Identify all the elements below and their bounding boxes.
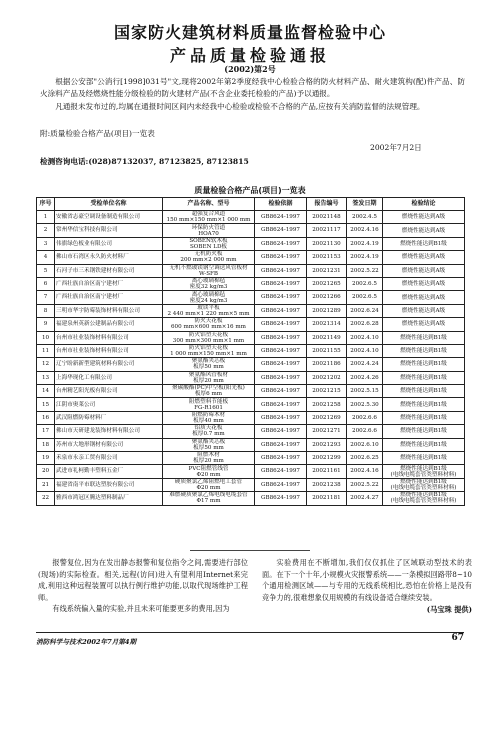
table-cell: GB8624-1997 <box>255 425 307 438</box>
table-row <box>37 385 465 398</box>
table-cell: 禾泉市永亲工贸有限公司 <box>55 452 163 465</box>
page-number: 67 <box>451 633 464 643</box>
article-paragraph: 有线系统偏入量的实验,并且未来可能要更多的费用,因为 <box>52 604 230 614</box>
table-cell: 超强复合风道 150 mm×150 mm×1 000 mm <box>163 211 255 224</box>
table-cell: 20021148 <box>307 211 347 224</box>
journal-footer: 消防科学与技术2002年7月第4期 <box>36 638 137 646</box>
table-cell: 燃烧性能达到B1级 (电线电缆套管类塑料材料) <box>383 478 465 491</box>
table-cell: 13 <box>37 371 55 384</box>
table-cell: 燃烧性能达到B1级 <box>383 237 465 250</box>
table-cell: 台州精艺阳光板有限公司 <box>55 385 163 398</box>
table-cell: 14 <box>37 385 55 398</box>
contact-phone: 检测咨询电话:(028)87132037, 87123825, 87123815 <box>40 157 249 166</box>
table-cell: 燃烧性能达到B1级 <box>383 425 465 438</box>
table-cell: 台州市社业装饰材料有限公司 <box>55 344 163 357</box>
table-cell: 燃烧性能达到A级 <box>383 291 465 304</box>
table-cell: 环保防火管道 HOA70 <box>163 224 255 237</box>
table-cell: 武进市礼柯勤丰塑料五金厂 <box>55 465 163 478</box>
table-cell: GB8624-1997 <box>255 438 307 451</box>
table-cell: 聚碳酸酯(PC)中空板(阳光板) 板厚6 mm <box>163 385 255 398</box>
table-row <box>37 304 465 317</box>
table-cell: GB8624-1997 <box>255 385 307 398</box>
table-cell: 11 <box>37 344 55 357</box>
table-cell: 聚氨酯夹芯板 板厚50 mm <box>163 438 255 451</box>
table-cell: 6 <box>37 277 55 290</box>
table-cell: 2002.4.19 <box>347 251 383 264</box>
table-cell: 防火铝塑天花板 300 mm×300 mm×1 mm <box>163 331 255 344</box>
table-cell: 燃烧性能达到B1级 <box>383 452 465 465</box>
header-cell: 检验依据 <box>255 198 307 211</box>
table-cell: 佛山市天研建龙装饰材料有限公司 <box>55 425 163 438</box>
table-caption: 质量检验合格产品(项目)一览表 <box>194 186 306 195</box>
table-cell: 燃烧性能达到B1级 <box>383 344 465 357</box>
table-cell: 佛山市石湾区永久防火材料厂 <box>55 251 163 264</box>
table-cell: 5 <box>37 264 55 277</box>
table-cell: 2002.4.16 <box>347 224 383 237</box>
table-cell: 18 <box>37 438 55 451</box>
table-cell: 燃烧性能达到A级 <box>383 251 465 264</box>
table-cell: 20021155 <box>307 344 347 357</box>
table-row <box>37 318 465 331</box>
table-cell: 2002.6.28 <box>347 318 383 331</box>
table-row <box>37 492 465 505</box>
table-row <box>37 411 465 424</box>
table-cell: GB8624-1997 <box>255 398 307 411</box>
table-row <box>37 465 465 478</box>
table-cell: GB8624-1997 <box>255 465 307 478</box>
table-cell: 聚氨酯风管板材 板厚20 mm <box>163 371 255 384</box>
table-cell: 防火天花板 600 mm×600 mm×16 mm <box>163 318 255 331</box>
table-cell: 20021299 <box>307 452 347 465</box>
table-cell: 10 <box>37 331 55 344</box>
table-cell: 三明市华宇防霉装饰材料有限公司 <box>55 304 163 317</box>
table-cell: 12 <box>37 358 55 371</box>
table-cell: 20021130 <box>307 237 347 250</box>
table-cell: 2002.5.22 <box>347 478 383 491</box>
table-cell: 常州华信宝科技有限公司 <box>55 224 163 237</box>
table-cell: GB8624-1997 <box>255 264 307 277</box>
table-cell: 雅西市鸿冠区腾达塑料制品厂 <box>55 492 163 505</box>
table-row <box>37 251 465 264</box>
article-author: (马宝珠 提供) <box>426 605 472 615</box>
table-row <box>37 211 465 224</box>
table-cell: 福建省南平市联达塑胶有限公司 <box>55 478 163 491</box>
table-cell: 2002.4.10 <box>347 331 383 344</box>
table-cell: 台州市社业装饰材料有限公司 <box>55 331 163 344</box>
table-cell: 武汉阻燃防霉材料厂 <box>55 411 163 424</box>
table-cell: 20021149 <box>307 331 347 344</box>
table-cell: 2002.6.10 <box>347 438 383 451</box>
table-cell: 20021271 <box>307 425 347 438</box>
table-cell: 燃烧性能达到B1级 <box>383 358 465 371</box>
table-cell: 2002.4.27 <box>347 492 383 505</box>
table-row <box>37 237 465 250</box>
table-cell: GB8624-1997 <box>255 318 307 331</box>
table-cell: SOBEN软木板 SOBEN LD板 <box>163 237 255 250</box>
table-row <box>37 438 465 451</box>
table-cell: 安徽省志豪空调设备制造有限公司 <box>55 211 163 224</box>
table-cell: 聚氨酯夹芯板 板厚50 mm <box>163 358 255 371</box>
intro-paragraph-1: 根据公安部"公消行[1998]031号"文,现将2002年第2季度经我中心检验合格的防火材料产品、耐火建筑构(配)件产品、防火涂料产品及经燃烧性能分级检验的防火建材产品(不含企业委托检验的产品)予以通报。 <box>40 77 465 98</box>
table-cell: 20021293 <box>307 438 347 451</box>
table-cell: 20021186 <box>307 358 347 371</box>
table-cell: 2002.4.26 <box>347 371 383 384</box>
table-cell: 燃烧性能达到B1级 <box>383 385 465 398</box>
table-cell: 阻燃塑料节能板 FG-R1601 <box>163 398 255 411</box>
table-cell: 离心玻璃棉毡 密度32 kg/m3 <box>163 277 255 290</box>
table-cell: 20021117 <box>307 224 347 237</box>
table-cell: 20021314 <box>307 318 347 331</box>
notice-title: 国家防火建筑材料质量监督检验中心 <box>113 23 386 42</box>
table-cell: 福建泉州英新公建制品有限公司 <box>55 318 163 331</box>
table-cell: 2002.5.30 <box>347 398 383 411</box>
table-cell: 2002.6.5 <box>347 277 383 290</box>
table-cell: 燃烧性能达到B1级 <box>383 398 465 411</box>
table-cell: 20021265 <box>307 277 347 290</box>
table-cell: GB8624-1997 <box>255 492 307 505</box>
table-header-row <box>37 198 465 211</box>
table-cell: 4 <box>37 251 55 264</box>
table-cell: 1 <box>37 211 55 224</box>
table-cell: GB8624-1997 <box>255 358 307 371</box>
intro-paragraph-2: 凡通报未发布过的,均属在通报时间区间内未经我中心检验或检验不合格的产品,应按有关消防监督的法规管理。 <box>55 102 425 111</box>
table-cell: 燃烧性能达到A级 <box>383 224 465 237</box>
table-cell: 无机防火板 200 mm×2 000 mm <box>163 251 255 264</box>
table-cell: 20021289 <box>307 304 347 317</box>
table-cell: 22 <box>37 492 55 505</box>
table-cell: 玻镁平板 2 440 mm×1 220 mm×5 mm <box>163 304 255 317</box>
table-cell: 19 <box>37 452 55 465</box>
table-cell: 广西壮族自治区南宁建材厂 <box>55 291 163 304</box>
table-cell: 2002.6.25 <box>347 452 383 465</box>
table-cell: 17 <box>37 425 55 438</box>
table-cell: 燃烧性能达到B1级 (电线电缆套管类塑料材料) <box>383 492 465 505</box>
table-cell: 2002.4.16 <box>347 465 383 478</box>
table-cell: 燃烧性能达到A级 <box>383 277 465 290</box>
table-cell: 20021215 <box>307 385 347 398</box>
table-row <box>37 344 465 357</box>
table-row <box>37 452 465 465</box>
table-cell: GB8624-1997 <box>255 251 307 264</box>
table-body <box>37 211 465 506</box>
table-cell: 20021258 <box>307 398 347 411</box>
table-cell: 7 <box>37 291 55 304</box>
table-row <box>37 291 465 304</box>
table-row <box>37 371 465 384</box>
table-cell: 离心玻璃棉毡 密度24 kg/m3 <box>163 291 255 304</box>
table-cell: 2002.4.10 <box>347 344 383 357</box>
table-cell: 20021238 <box>307 478 347 491</box>
table-row <box>37 358 465 371</box>
table-cell: 燃烧性能达到A级 <box>383 211 465 224</box>
table-cell: 2002.6.5 <box>347 291 383 304</box>
table-cell: 2002.4.5 <box>347 211 383 224</box>
table-cell: 防火铝塑天花板 1 000 mm×150 mm×1 mm <box>163 344 255 357</box>
table-row <box>37 331 465 344</box>
qualified-products-table <box>36 197 465 506</box>
table-cell: 21 <box>37 478 55 491</box>
article-paragraph: 实验费用在不断增加,我们仅仅抓住了区域联动型技术的表面。在下一个十年,小规模火灾报警系统——一条模拟回路带8~10个通用检测区域——与专用的无线系统相比,恐怕在价格上是没有竞争力的,很难想象仅用规模的有线设备适合继续安装。 <box>262 558 472 602</box>
table-cell: 3 <box>37 237 55 250</box>
header-cell: 签发日期 <box>347 198 383 211</box>
table-cell: 燃烧性能达到A级 <box>383 304 465 317</box>
table-row <box>37 224 465 237</box>
issue-number: (2002)第2号 <box>224 64 276 74</box>
table-cell: 硬质聚氯乙烯阻燃电工套管 Φ20 mm <box>163 478 255 491</box>
table-cell: GB8624-1997 <box>255 344 307 357</box>
table-cell: 燃烧性能达到B1级 <box>383 438 465 451</box>
table-cell: 燃烧性能达到B1级 (电线电缆套管类塑料材料) <box>383 465 465 478</box>
table-cell: 2002.4.19 <box>347 237 383 250</box>
table-cell: 燃烧性能达到B1级 <box>383 411 465 424</box>
table-cell: 8 <box>37 304 55 317</box>
table-cell: 2002.5.22 <box>347 264 383 277</box>
table-cell: 2002.4.24 <box>347 358 383 371</box>
notice-subtitle: 产品质量检验通报 <box>169 46 330 65</box>
table-cell: 20021269 <box>307 411 347 424</box>
table-cell: 16 <box>37 411 55 424</box>
table-cell: 燃烧性能达到A级 <box>383 264 465 277</box>
header-cell: 产品名称、型号 <box>163 198 255 211</box>
table-cell: 2 <box>37 224 55 237</box>
header-cell: 受检单位名称 <box>55 198 163 211</box>
table-cell: 20021202 <box>307 371 347 384</box>
table-cell: GB8624-1997 <box>255 452 307 465</box>
notice-date: 2002年7月2日 <box>370 143 422 152</box>
table-cell: GB8624-1997 <box>255 331 307 344</box>
table-cell: 20 <box>37 465 55 478</box>
table-cell: 20021153 <box>307 251 347 264</box>
article-left-column <box>38 557 248 615</box>
table-cell: PVC阻燃管线管 Φ20 mm <box>163 465 255 478</box>
article-paragraph: 报警复位,因为在发出静态报警和复位指令之间,需要进行部位(现场)的实际检查。相关,远程(访问)进入有望利用Internet来完成,利用这种远程装置可以执行例行维护功能,以取代现场维护工程师。 <box>38 558 248 602</box>
table-cell: 苏州市大地形钢材有限公司 <box>55 438 163 451</box>
table-cell: 阻燃防霉木材 板厚40 mm <box>163 411 255 424</box>
table-row <box>37 425 465 438</box>
header-cell: 检验结论 <box>383 198 465 211</box>
table-cell: GB8624-1997 <box>255 224 307 237</box>
table-cell: GB8624-1997 <box>255 211 307 224</box>
table-cell: 江阴市奥莱公司 <box>55 398 163 411</box>
table-cell: 上海华现化工有限公司 <box>55 371 163 384</box>
table-row <box>37 264 465 277</box>
table-cell: GB8624-1997 <box>255 371 307 384</box>
table-cell: 辽宁盼新新型建筑材料有限公司 <box>55 358 163 371</box>
header-cell: 序号 <box>37 198 55 211</box>
article-right-column <box>262 557 472 616</box>
table-cell: 燃烧性能达到A级 <box>383 318 465 331</box>
table-cell: 石河子市三禾钢铁建材有限公司 <box>55 264 163 277</box>
table-cell: 铝质天花板 板厚0.7 mm <box>163 425 255 438</box>
table-cell: 15 <box>37 398 55 411</box>
table-cell: GB8624-1997 <box>255 304 307 317</box>
table-cell: 广西壮族自治区南宁建材厂 <box>55 277 163 290</box>
table-cell: 20021266 <box>307 291 347 304</box>
attachment-note: 附:质量检验合格产品(项目)一览表 <box>40 129 155 138</box>
table-cell: 难燃硬质聚氯乙烯电线电缆套管 Φ17 mm <box>163 492 255 505</box>
table-cell: 阻燃木材 板厚20 mm <box>163 452 255 465</box>
table-cell: 2002.6.6 <box>347 425 383 438</box>
table-cell: 燃烧性能达到B1级 <box>383 371 465 384</box>
header-cell: 报告编号 <box>307 198 347 211</box>
table-row <box>37 478 465 491</box>
table-row <box>37 277 465 290</box>
table-cell: 20021161 <box>307 465 347 478</box>
table-cell: GB8624-1997 <box>255 291 307 304</box>
section-divider <box>190 550 310 551</box>
table-cell: 9 <box>37 318 55 331</box>
table-cell: 燃烧性能达到B1级 <box>383 331 465 344</box>
table-cell: 2002.6.24 <box>347 304 383 317</box>
table-row <box>37 398 465 411</box>
table-cell: GB8624-1997 <box>255 237 307 250</box>
table-cell: 20021181 <box>307 492 347 505</box>
table-cell: 20021231 <box>307 264 347 277</box>
table-cell: 伟旗绿色板业有限公司 <box>55 237 163 250</box>
table-cell: GB8624-1997 <box>255 411 307 424</box>
table-cell: 无机不燃玻镁钢空调送风管板材 W-SFB <box>163 264 255 277</box>
table-cell: GB8624-1997 <box>255 277 307 290</box>
table-cell: GB8624-1997 <box>255 478 307 491</box>
footer-rule <box>36 632 464 633</box>
table-cell: 2002.5.15 <box>347 385 383 398</box>
table-cell: 2002.6.6 <box>347 411 383 424</box>
